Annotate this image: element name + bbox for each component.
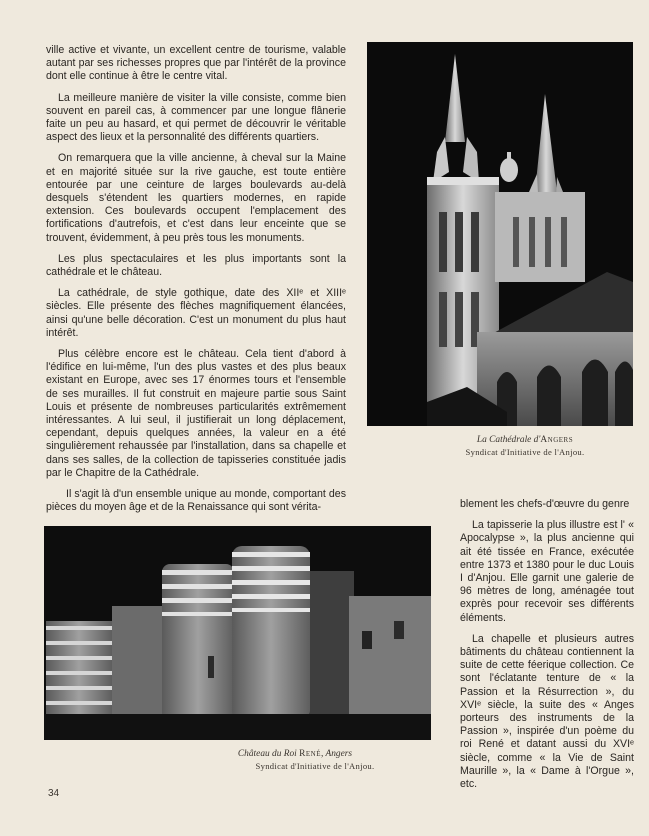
caption-title: Château du Roi René, Angers [237,749,353,759]
chateau-caption [130,748,460,772]
paragraph: blement les chefs-d'œuvre du genre [460,498,630,510]
paragraph: Il s'agit là d'un ensemble unique au monde, comportant des pièces du moyen âge et de la Renaissance qui sont vérita- [46,488,346,514]
cathedral-caption [410,434,640,458]
paragraph: La chapelle et plusieurs autres bâtiments du château contiennent la suite de cette féerique collection. Ce sont l'éclatante tenture de « la Passion et la Résurrection », du XVIᵉ siècle, la suite des « Anges porteurs des instruments de la Passion », inspirée d'un poème du roi René et datant aussi du XVIᵉ siècle, comme « la Vie de Saint Maurille », la « Dame à l'Orgue », etc. [460,632,634,791]
paragraph: Les plus spectaculaires et les plus importants sont la cathédrale et le château. [46,252,346,279]
paragraph: Plus célèbre encore est le château. Cela tient d'abord à l'édifice en lui-même, l'un des plus vastes et des plus beaux existant en Europe, avec ses 17 énormes tours et l'ensemble de ses murailles. Il fut construit en majeure partie sous Saint Louis et présente de nombreuses particularités extrêmement intéressantes. A lui seul, il justifierait un long déplacement, cependant, depuis quelques années, la valeur en a été singulièrement rehaussée par l'installation, dans sa chapelle et dans ses salles, de la collection de tapisseries constituée jadis par le Chapitre de la Cathédrale. [46,348,346,479]
chateau-photo [44,526,431,740]
cathedral-photo [367,42,633,426]
paragraph: On remarquera que la ville ancienne, à cheval sur la Maine et en majorité située sur la rive gauche, est toute entière entourée par une ceinture de larges boulevards au-delà desquels s'étendent les quartiers modernes, en rapide extension. Ces boulevards occupent l'emplacement des fortifications d'autrefois, et c'est dans leur enceinte que se trouvent, évidemment, à peu près tous les monuments. [46,152,346,244]
paragraph: La cathédrale, de style gothique, date des XIIᵉ et XIIIᵉ siècles. Elle présente des flèches magnifiquement élancées, ainsi qu'une belle décoration. C'est un monument du plus haut intérêt. [46,287,346,339]
photo-credit: Syndicat d'Initiative de l'Anjou. [255,761,375,771]
caption-title: La Cathédrale d'Angers [476,435,574,445]
right-text-column [460,498,634,799]
paragraph: La meilleure manière de visiter la ville consiste, comme bien souvent en pareil cas, à commencer par une longue flânerie faite un peu au hasard, et qui permet de découvrir le véritable aspect des lieux et la personnalité des différents quartiers. [46,91,346,144]
paragraph: La tapisserie la plus illustre est l' « Apocalypse », la plus ancienne qui ait été tissée en France, exécutée entre 1373 et 1380 pour le duc Louis I d'Anjou. Elle garnit une galerie de 96 mètres de long, aménagée tout exprès pour recevoir ses différents éléments. [460,519,634,624]
left-text-column [46,44,346,523]
cathedral-illustration [367,42,633,426]
chateau-illustration [44,526,431,740]
page-number: 34 [48,788,60,799]
photo-credit: Syndicat d'Initiative de l'Anjou. [465,447,585,457]
paragraph: ville active et vivante, un excellent centre de tourisme, valable autant par ses richesses propres que par l'intérêt de la province dont elle continue à être le centre vital. [46,44,346,83]
